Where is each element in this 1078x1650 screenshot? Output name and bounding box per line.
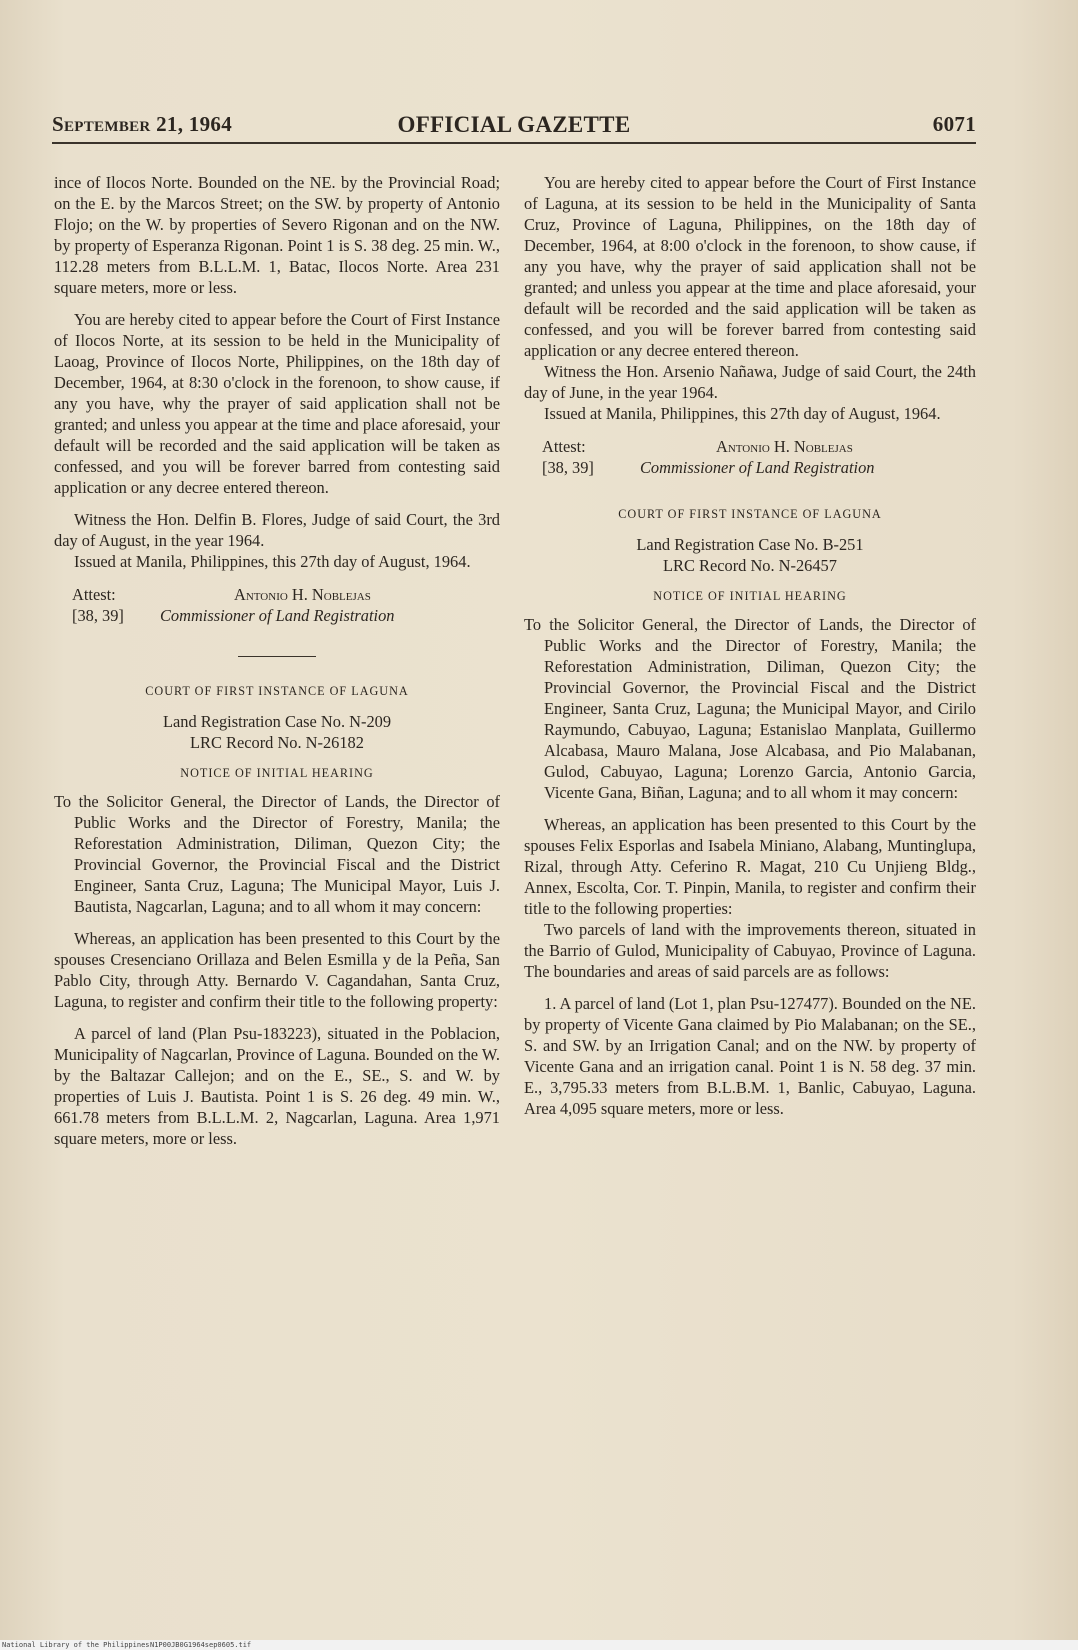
scan-footer bbox=[0, 1640, 1078, 1650]
footer-file: N1P00JB0G1964sep0605.tif bbox=[150, 1641, 252, 1649]
court-heading: COURT OF FIRST INSTANCE OF LAGUNA bbox=[618, 507, 882, 521]
witness-paragraph: Witness the Hon. Arsenio Nañawa, Judge of said Court, the 24th day of June, in the year 1964. bbox=[524, 362, 976, 402]
attest-name: Antonio H. Noblejas bbox=[716, 437, 853, 456]
attest-title: Commissioner of Land Registration bbox=[160, 606, 395, 625]
attest-label: Attest: bbox=[72, 585, 116, 604]
attest-name: Antonio H. Noblejas bbox=[234, 585, 371, 604]
header-date: September 21, 1964 bbox=[52, 112, 233, 136]
issued-paragraph: Issued at Manila, Philippines, this 27th day of August, 1964. bbox=[544, 404, 941, 423]
attest-ref: [38, 39] bbox=[72, 606, 124, 625]
page-header bbox=[52, 112, 976, 144]
parcel-paragraph: A parcel of land (Plan Psu-183223), situated in the Poblacion, Municipality of Nagcarlan, Province of Laguna. Bounded on the W. by the Baltazar Callejon; and on the E., SE., S. and W. by properties of Luis J. Bautista. Point 1 is S. 26 deg. 49 min. W., 661.78 meters from B.L.L.M. 2, Nagcarlan, Laguna. Area 1,971 square meters, more or less. bbox=[54, 1024, 500, 1148]
footer-library: National Library of the Philippines bbox=[2, 1641, 150, 1649]
header-title: OFFICIAL GAZETTE bbox=[397, 112, 631, 137]
citation-paragraph: You are hereby cited to appear before the Court of First Instance of Laguna, at its session to be held in the Municipality of Santa Cruz, Province of Laguna, Philippines, on the 18th day of December, 1964, at 8:00 o'clock in the forenoon, to show cause, if any you have, why the prayer of said application shall not be granted; and unless you appear at the time and place aforesaid, your default will be recorded and the said application will be taken as confessed, and you will be forever barred from contesting said application or any decree entered thereon. bbox=[524, 173, 976, 360]
attest-label: Attest: bbox=[542, 437, 586, 456]
whereas-paragraph: Whereas, an application has been presented to this Court by the spouses Felix Esporlas and Isabela Miniano, Alabang, Muntinglupa, Rizal, through Atty. Ceferino R. Magat, 210 Cu Unjieng Bldg., Annex, Escolta, Cor. T. Pinpin, Manila, to register and confirm their title to the following properties: bbox=[524, 815, 976, 918]
addressees-paragraph: To the Solicitor General, the Director of Lands, the Director of Public Works and the Director of Forestry, Manila; the Reforestation Administration, Diliman, Quezon City; the Provincial Governor, the Provincial Fiscal and the District Engineer, Santa Cruz, Laguna; The Municipal Mayor, Luis J. Bautista, Nagcarlan, Laguna; and to all whom it may concern: bbox=[54, 792, 500, 916]
citation-paragraph: You are hereby cited to appear before the Court of First Instance of Ilocos Norte, at its session to be held in the Municipality of Laoag, Province of Ilocos Norte, Philippines, on the 18th day of December, 1964, at 8:30 o'clock in the forenoon, to show cause, if any you have, why the prayer of said application shall not be granted; and unless you appear at the time and place aforesaid, your default will be recorded and the said application will be taken as confessed, and you will be forever barred from contesting said application or any decree entered thereon. bbox=[54, 310, 500, 497]
header-page-number: 6071 bbox=[932, 112, 976, 136]
attest-block bbox=[54, 584, 500, 626]
continued-paragraph: ince of Ilocos Norte. Bounded on the NE. by the Provincial Road; on the E. by the Marcos Street; on the SW. by property of Antonio Flojo; on the W. by properties of Severo Rigonan and on the NW. by property of Esperanza Rigonan. Point 1 is S. 38 deg. 25 min. W., 112.28 meters from B.L.L.M. 1, Batac, Ilocos Norte. Area 231 square meters, more or less. bbox=[54, 173, 500, 297]
attest-block bbox=[524, 436, 976, 478]
notice-heading: NOTICE OF INITIAL HEARING bbox=[653, 589, 847, 603]
witness-paragraph: Witness the Hon. Delfin B. Flores, Judge of said Court, the 3rd day of August, in the year 1964. bbox=[54, 510, 500, 550]
left-column bbox=[54, 172, 500, 1149]
right-column bbox=[524, 172, 976, 1119]
court-heading: COURT OF FIRST INSTANCE OF LAGUNA bbox=[145, 684, 409, 698]
attest-ref: [38, 39] bbox=[542, 458, 594, 477]
section-divider bbox=[238, 656, 316, 657]
notice-heading: NOTICE OF INITIAL HEARING bbox=[180, 766, 374, 780]
issued-paragraph: Issued at Manila, Philippines, this 27th day of August, 1964. bbox=[74, 552, 471, 571]
whereas-paragraph: Whereas, an application has been presented to this Court by the spouses Cresenciano Orillaza and Belen Esmilla y de la Peña, San Pablo City, through Atty. Bernardo V. Cagandahan, Santa Cruz, Laguna, to register and confirm their title to the following property: bbox=[54, 929, 500, 1011]
attest-title: Commissioner of Land Registration bbox=[640, 458, 875, 477]
parcels-intro-paragraph: Two parcels of land with the improvements thereon, situated in the Barrio of Gulod, Municipality of Cabuyao, Province of Laguna. The boundaries and areas of said parcels are as follows: bbox=[524, 920, 976, 981]
addressees-paragraph: To the Solicitor General, the Director of Lands, the Director of Public Works and the Director of Forestry, Manila; the Reforestation Administration, Diliman, Quezon City; the Provincial Governor, the Provincial Fiscal and the District Engineer, Santa Cruz, Laguna; the Municipal Mayor, and Cirilo Raymundo, Cabuyao, Laguna; Estanislao Manplata, Guillermo Alcabasa, Mauro Malana, Jose Alcabasa, and Pio Malabanan, Gulod, Cabuyao, Laguna; Lorenzo Garcia, Antonio Garcia, Vicente Gana, Biñan, Laguna; and to all whom it may concern: bbox=[524, 615, 976, 802]
case-number: Land Registration Case No. B-251 bbox=[636, 535, 864, 554]
case-number: Land Registration Case No. N-209 bbox=[162, 712, 392, 731]
lrc-record: LRC Record No. N-26182 bbox=[190, 733, 364, 752]
parcel-1-paragraph: 1. A parcel of land (Lot 1, plan Psu-127477). Bounded on the NE. by property of Vicente Gana claimed by Pio Malabanan; on the SE., S. and SW. by an Irrigation Canal; and on the NW. by property of Vicente Gana and an irrigation canal. Point 1 is N. 58 deg. 37 min. E., 3,795.33 meters from B.L.B.M. 1, Banlic, Cabuyao, Laguna. Area 4,095 square meters, more or less. bbox=[524, 994, 976, 1118]
lrc-record: LRC Record No. N-26457 bbox=[663, 556, 837, 575]
